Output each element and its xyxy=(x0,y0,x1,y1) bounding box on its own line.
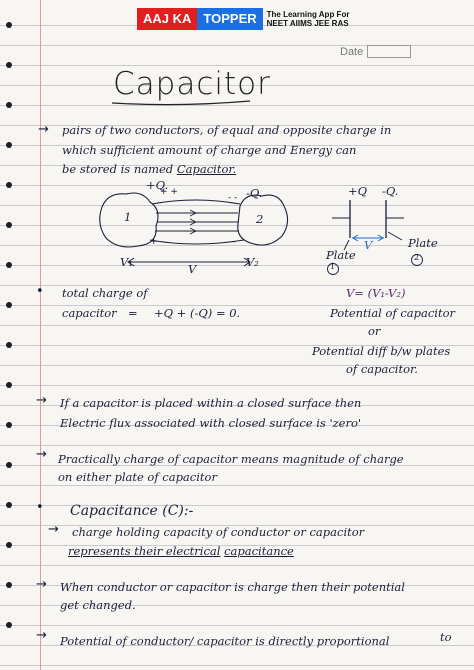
svg-text:+ +: + + xyxy=(160,187,178,197)
flux-line1: If a capacitor is placed within a closed surface then xyxy=(60,396,362,410)
svg-text:- -: - - xyxy=(228,193,238,203)
plate-v-label: V xyxy=(364,238,373,252)
page-title: Capacitor xyxy=(113,66,271,102)
dot-bullet-icon: • xyxy=(36,500,44,515)
total-charge-line1: total charge of xyxy=(62,286,148,300)
potential-note-line3: of capacitor. xyxy=(346,362,418,376)
charged-line1: When conductor or capacitor is charge then their potential xyxy=(60,580,405,594)
practical-line1: Practically charge of capacitor means magnitude of charge xyxy=(58,452,404,466)
potential-formula: V= (V₁-V₂) xyxy=(346,286,406,300)
plate-num-2: 2 xyxy=(414,253,420,262)
potential-prop-line1: Potential of conductor/ capacitor is directly proportional xyxy=(60,634,390,648)
arrow-bullet-icon: → xyxy=(48,522,59,537)
plate-minus-q: -Q. xyxy=(382,184,399,198)
brand-tagline: The Learning App For NEET AIIMS JEE RAS xyxy=(266,10,350,28)
svg-text:-: - xyxy=(232,237,236,247)
dot-bullet-icon: • xyxy=(36,284,44,299)
plate-left-label: Plate xyxy=(326,248,356,262)
arrow-bullet-icon: → xyxy=(36,393,47,408)
capacitance-heading: Capacitance (C):- xyxy=(70,503,194,519)
definition-term: Capacitor. xyxy=(176,162,237,176)
capacitance-line2: represents their electrical capacitance xyxy=(68,544,294,558)
practical-line2: on either plate of capacitor xyxy=(58,470,217,484)
svg-text:+: + xyxy=(150,237,158,247)
plate-num-1: 1 xyxy=(330,262,336,271)
plate-plus-q: +Q xyxy=(348,184,368,198)
charge-minus-q: -Q. xyxy=(246,186,263,200)
potential-note-line1: Potential of capacitor xyxy=(330,306,456,320)
v2-label: V₂ xyxy=(246,255,259,269)
brand-left: AAJ KA xyxy=(137,8,197,30)
definition-line3: be stored is named Capacitor. xyxy=(62,162,237,176)
conductor-2-label: 2 xyxy=(256,212,264,226)
v-label: V xyxy=(188,262,197,276)
definition-line2: which sufficient amount of charge and Energy can xyxy=(62,143,357,157)
capacitance-line1: charge holding capacity of conductor or capacitor xyxy=(72,525,365,539)
conductor-1-label: 1 xyxy=(124,210,132,224)
charged-line2: get changed. xyxy=(60,598,136,612)
arrow-bullet-icon: → xyxy=(36,628,47,643)
potential-prop-to: to xyxy=(440,630,452,644)
potential-note-line2: Potential diff b/w plates xyxy=(312,344,451,358)
total-charge-label: capacitor xyxy=(62,306,117,320)
arrow-bullet-icon: → xyxy=(36,447,47,462)
date-label: Date xyxy=(340,45,364,58)
charge-plus-q: +Q. xyxy=(146,178,169,192)
arrow-bullet-icon: → xyxy=(36,577,47,592)
total-charge-expr: +Q + (-Q) = 0. xyxy=(154,306,241,320)
potential-note-or: or xyxy=(368,324,381,338)
capacitance-term: capacitance xyxy=(224,544,294,558)
total-charge-eq: = xyxy=(128,306,138,320)
v1-label: V₁ xyxy=(120,255,133,269)
definition-line1: pairs of two conductors, of equal and opposite charge in xyxy=(62,123,392,137)
plate-right-label: Plate xyxy=(408,236,438,250)
brand-right: TOPPER xyxy=(197,8,262,30)
flux-line2: Electric flux associated with closed surface is 'zero' xyxy=(60,416,362,430)
arrow-bullet-icon: → xyxy=(38,122,49,137)
